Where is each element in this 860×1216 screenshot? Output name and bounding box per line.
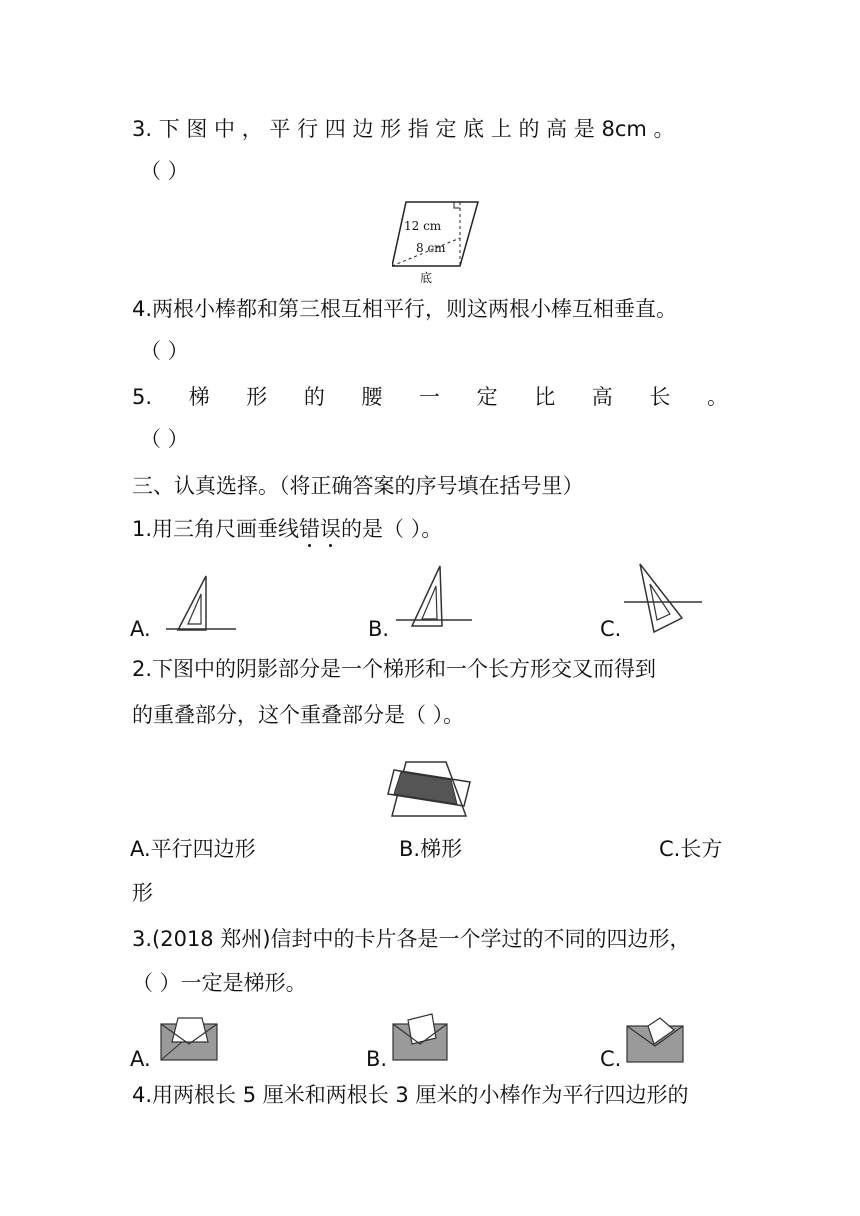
question-3-text: 3. 下 图 中 ， 平 行 四 边 形 指 定 底 上 的 高 是 8cm 。 <box>132 117 675 141</box>
emphasis-char-2: 误 <box>320 517 342 541</box>
choice-2-option-c-wrap: 形 <box>132 881 153 905</box>
set-square-figure-c <box>624 560 704 638</box>
choice-3-option-c[interactable]: C. <box>600 1047 622 1071</box>
choice-3-question-line1: 3.(2018 郑州)信封中的卡片各是一个学过的不同的四边形， <box>132 927 691 951</box>
section-3-heading: 三、认真选择。（将正确答案的序号填在括号里） <box>132 474 584 498</box>
set-square-figure-b <box>396 564 476 634</box>
choice-3-option-a[interactable]: A. <box>130 1047 151 1071</box>
choice-3-question-line2: （ ）一定是梯形。 <box>132 971 307 995</box>
answer-paren-q3[interactable]: （ ） <box>140 159 189 183</box>
choice-2-option-b[interactable]: B.梯形 <box>399 837 463 861</box>
choice-1-option-b[interactable]: B. <box>368 617 390 641</box>
choice-2-question-line2: 的重叠部分，这个重叠部分是（ ）。 <box>132 703 465 727</box>
label-side-length: 12 cm <box>404 219 442 233</box>
envelope-card-icon-b <box>392 1012 450 1062</box>
choice-2-question-line1: 2.下图中的阴影部分是一个梯形和一个长方形交叉而得到 <box>132 657 657 681</box>
trapezoid-rectangle-figure <box>386 758 476 820</box>
answer-paren-q4[interactable]: （ ） <box>140 339 189 363</box>
choice-4-question-line1: 4.用两根长 5 厘米和两根长 3 厘米的小棒作为平行四边形的 <box>132 1083 689 1107</box>
label-height: 8 cm <box>416 241 446 255</box>
label-base: 底 <box>420 271 433 285</box>
parallelogram-figure <box>392 198 482 288</box>
choice-2-option-a[interactable]: A.平行四边形 <box>130 837 256 861</box>
choice-1-option-a[interactable]: A. <box>130 617 151 641</box>
envelope-card-icon-a <box>160 1014 220 1062</box>
set-square-figure-a <box>166 574 238 634</box>
choice-1-option-c[interactable]: C. <box>600 617 622 641</box>
envelope-card-icon-c <box>626 1016 686 1064</box>
question-4-text: 4.两根小棒都和第三根互相平行，则这两根小棒互相垂直。 <box>132 297 678 321</box>
emphasis-char-1: 错 <box>299 517 321 541</box>
choice-2-option-c[interactable]: C.长方 <box>659 837 723 861</box>
choice-1-question: 1.用三角尺画垂线错误的是（ ）。 <box>132 517 443 541</box>
choice-3-option-b[interactable]: B. <box>366 1047 388 1071</box>
answer-paren-q5[interactable]: （ ） <box>140 427 189 451</box>
question-5-text: 5. 梯 形 的 腰 一 定 比 高 长 。 <box>132 385 728 409</box>
